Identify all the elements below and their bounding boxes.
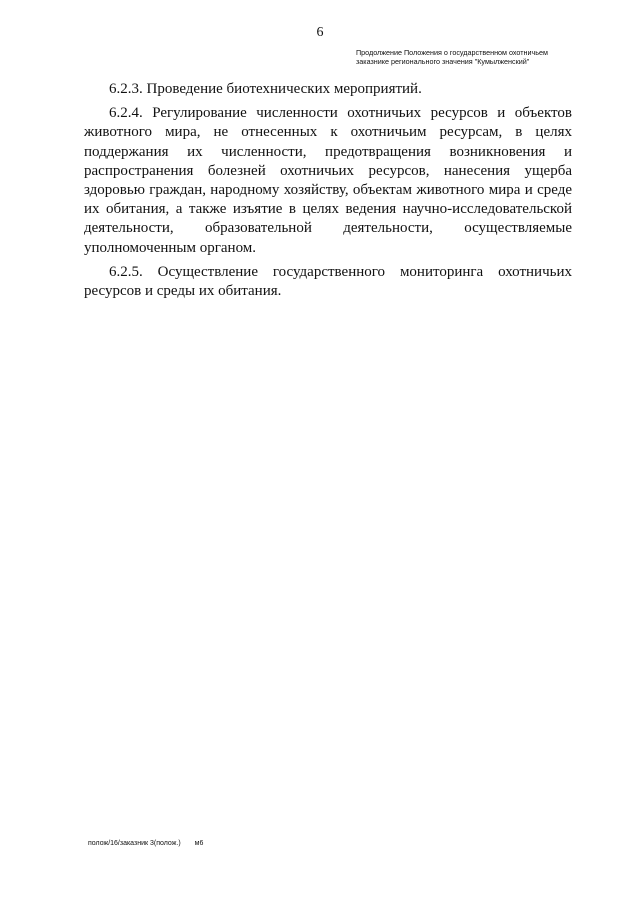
paragraph-6-2-5: 6.2.5. Осуществление государственного мониторинга охотничьих ресурсов и среды их обитания. [84, 263, 572, 300]
paragraph-6-2-4: 6.2.4. Регулирование численности охотничьих ресурсов и объектов животного мира, не отнесенных к охотничьим ресурсам, в целях поддержания их численности, предотвращения возникновения и распространения болезней охотничьих ресурсов, нанесения ущерба здоровью граждан, народному хозяйству, объектам животного мира и среде их обитания, а также изъятие в целях ведения научно-исследовательской деятельности, образовательной деятельности, осуществляемые уполномоченным органом. [84, 105, 572, 256]
running-header-line-1: Продолжение Положения о государственном охотничьем [356, 48, 548, 57]
page-number: 6 [316, 25, 324, 40]
running-header-line-2: заказнике регионального значения "Кумылженский" [356, 57, 530, 66]
footer-code: м6 [194, 840, 204, 847]
document-body [84, 80, 572, 306]
running-header [356, 48, 596, 66]
footer [88, 840, 203, 847]
footer-file-ref: полож/16/заказник 3(полож.) [88, 840, 181, 847]
paragraph-6-2-3: 6.2.3. Проведение биотехнических мероприятий. [109, 81, 422, 97]
